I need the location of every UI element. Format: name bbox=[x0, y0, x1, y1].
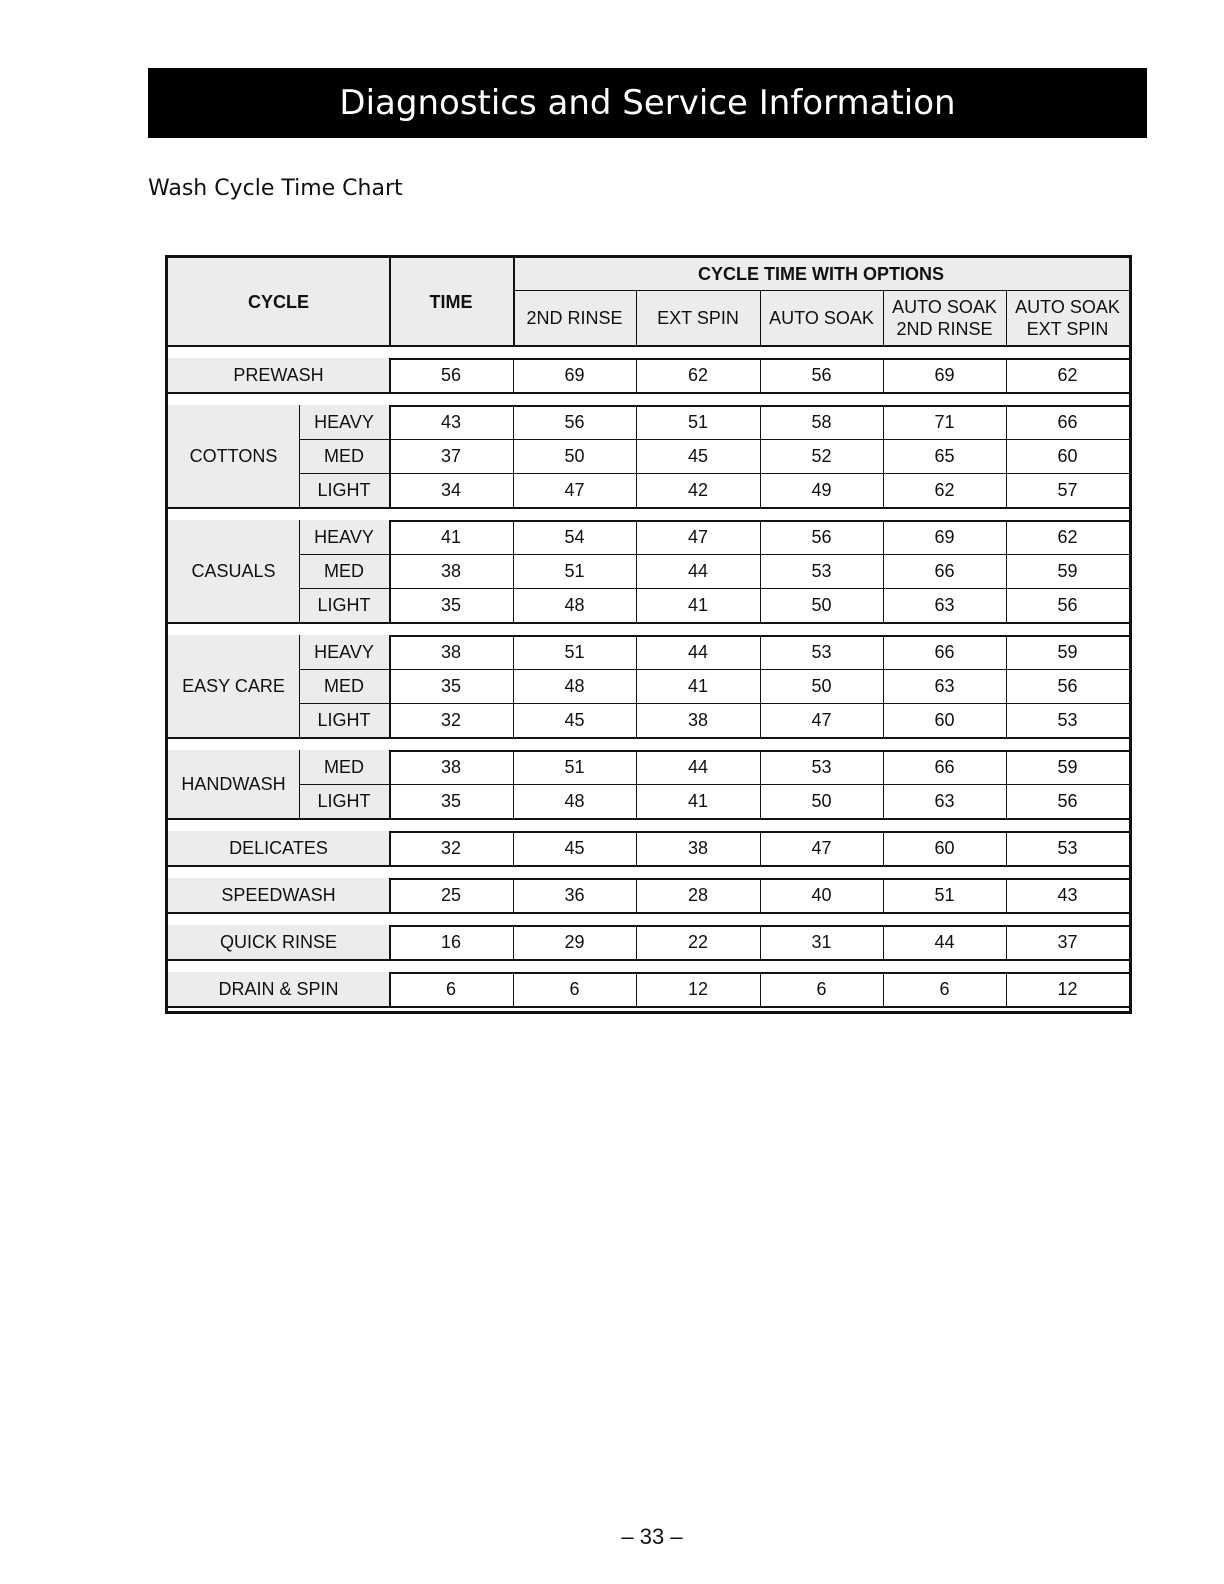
soil-level: MED bbox=[324, 446, 364, 466]
table-rule bbox=[513, 405, 514, 507]
time-value: 56 bbox=[811, 365, 832, 385]
table-rule bbox=[1006, 405, 1007, 507]
time-value: 6 bbox=[816, 979, 827, 999]
time-value: 53 bbox=[1057, 838, 1078, 858]
time-value: 59 bbox=[1057, 642, 1078, 662]
time-value: 50 bbox=[564, 446, 585, 466]
time-value: 58 bbox=[811, 412, 832, 432]
header-option-column bbox=[513, 290, 636, 345]
cycle-name: QUICK RINSE bbox=[219, 932, 338, 952]
table-rule bbox=[636, 831, 637, 865]
time-value: 43 bbox=[1057, 885, 1078, 905]
time-value: 41 bbox=[440, 527, 462, 547]
table-rule bbox=[168, 865, 1129, 867]
time-value: 51 bbox=[564, 642, 585, 662]
cycle-name: EASY CARE bbox=[182, 676, 285, 696]
time-value: 29 bbox=[564, 932, 585, 952]
time-value: 50 bbox=[811, 791, 832, 811]
header-option-label: AUTO SOAK bbox=[892, 296, 997, 317]
page-number: – 33 – bbox=[621, 1524, 683, 1549]
table-rule bbox=[883, 520, 884, 622]
table-rule bbox=[760, 750, 761, 818]
table-rule bbox=[168, 507, 1129, 509]
table-rule bbox=[1006, 290, 1007, 345]
header-option-label: 2ND RINSE bbox=[526, 307, 623, 328]
table-rule bbox=[636, 635, 637, 737]
table-rule bbox=[883, 405, 884, 507]
time-value: 50 bbox=[811, 676, 832, 696]
table-rule bbox=[636, 358, 637, 392]
soil-level: LIGHT bbox=[317, 480, 371, 500]
table-rule bbox=[168, 737, 1129, 739]
table-rule bbox=[1006, 520, 1007, 622]
time-value: 56 bbox=[1057, 595, 1078, 615]
time-value: 43 bbox=[440, 412, 462, 432]
time-value: 66 bbox=[934, 642, 955, 662]
time-value: 47 bbox=[811, 838, 832, 858]
time-value: 71 bbox=[934, 412, 955, 432]
table-rule bbox=[389, 831, 391, 865]
soil-level: MED bbox=[324, 757, 364, 777]
time-value: 41 bbox=[687, 791, 709, 811]
soil-level: HEAVY bbox=[314, 412, 374, 432]
table-rule bbox=[760, 290, 761, 345]
time-value: 60 bbox=[934, 710, 955, 730]
soil-level: HEAVY bbox=[314, 527, 374, 547]
header-time: TIME bbox=[429, 291, 473, 312]
table-rule bbox=[760, 925, 761, 959]
time-value: 47 bbox=[564, 480, 585, 500]
time-value: 50 bbox=[811, 595, 832, 615]
time-value: 35 bbox=[440, 791, 462, 811]
time-value: 53 bbox=[1057, 710, 1078, 730]
table-rule bbox=[636, 750, 637, 818]
time-value: 32 bbox=[440, 710, 462, 730]
table-rule bbox=[168, 912, 1129, 914]
section-title: Wash Cycle Time Chart bbox=[148, 176, 403, 201]
table-rule bbox=[389, 750, 391, 818]
table-rule bbox=[389, 972, 391, 1006]
time-value: 69 bbox=[934, 527, 955, 547]
table-rule bbox=[883, 358, 884, 392]
time-value: 59 bbox=[1057, 757, 1078, 777]
time-value: 56 bbox=[811, 527, 832, 547]
soil-level: MED bbox=[324, 561, 364, 581]
table-rule bbox=[1006, 925, 1007, 959]
table-rule bbox=[636, 290, 637, 345]
header-cycle-time-with-options: CYCLE TIME WITH OPTIONS bbox=[698, 264, 944, 284]
table-rule bbox=[513, 972, 514, 1006]
time-value: 63 bbox=[934, 595, 955, 615]
table-rule bbox=[1006, 831, 1007, 865]
table-rule bbox=[168, 818, 1129, 820]
time-value: 41 bbox=[687, 595, 709, 615]
time-value: 34 bbox=[440, 480, 462, 500]
time-value: 63 bbox=[934, 791, 955, 811]
wash-cycle-time-table bbox=[165, 255, 1132, 1014]
time-value: 51 bbox=[934, 885, 955, 905]
table-rule bbox=[1006, 972, 1007, 1006]
time-value: 60 bbox=[934, 838, 955, 858]
time-value: 47 bbox=[687, 527, 709, 547]
time-value: 44 bbox=[934, 932, 955, 952]
table-rule bbox=[760, 878, 761, 912]
table-rule bbox=[513, 290, 1129, 291]
table-rule bbox=[883, 635, 884, 737]
time-value: 62 bbox=[687, 365, 709, 385]
table-rule bbox=[168, 959, 1129, 961]
table-rule bbox=[883, 290, 884, 345]
time-value: 6 bbox=[569, 979, 580, 999]
table-rule bbox=[513, 831, 514, 865]
table-rule bbox=[513, 878, 514, 912]
time-value: 6 bbox=[939, 979, 950, 999]
time-value: 65 bbox=[934, 446, 955, 466]
time-value: 56 bbox=[1057, 791, 1078, 811]
time-value: 54 bbox=[564, 527, 585, 547]
time-value: 38 bbox=[687, 710, 709, 730]
table-rule bbox=[513, 520, 514, 622]
time-value: 51 bbox=[564, 757, 585, 777]
table-rule bbox=[883, 925, 884, 959]
table-rule bbox=[513, 925, 514, 959]
table-rule bbox=[760, 405, 761, 507]
time-value: 66 bbox=[934, 757, 955, 777]
time-value: 53 bbox=[811, 561, 832, 581]
time-value: 51 bbox=[687, 412, 709, 432]
table-rule bbox=[636, 520, 637, 622]
time-value: 37 bbox=[1057, 932, 1078, 952]
header-option-column bbox=[760, 290, 883, 345]
time-value: 69 bbox=[564, 365, 585, 385]
table-rule bbox=[389, 258, 391, 345]
soil-level: MED bbox=[324, 676, 364, 696]
table-rule bbox=[760, 831, 761, 865]
time-value: 56 bbox=[1057, 676, 1078, 696]
cycle-name: DRAIN & SPIN bbox=[218, 979, 339, 999]
table-rule bbox=[760, 520, 761, 622]
table-rule bbox=[636, 925, 637, 959]
table-rule bbox=[513, 750, 514, 818]
cycle-name: PREWASH bbox=[233, 365, 324, 385]
table-rule bbox=[883, 750, 884, 818]
cycle-name: COTTONS bbox=[189, 446, 278, 466]
time-value: 45 bbox=[564, 838, 585, 858]
time-value: 57 bbox=[1057, 480, 1078, 500]
time-value: 51 bbox=[564, 561, 585, 581]
table-rule bbox=[636, 878, 637, 912]
time-value: 44 bbox=[687, 757, 709, 777]
table-rule bbox=[760, 358, 761, 392]
table-rule bbox=[168, 392, 1129, 394]
table-rule bbox=[389, 520, 391, 622]
table-rule bbox=[636, 405, 637, 507]
header-option-label: 2ND RINSE bbox=[896, 318, 993, 339]
time-value: 28 bbox=[687, 885, 709, 905]
time-value: 49 bbox=[811, 480, 832, 500]
time-value: 47 bbox=[811, 710, 832, 730]
time-value: 44 bbox=[687, 561, 709, 581]
time-value: 45 bbox=[687, 446, 709, 466]
time-value: 38 bbox=[687, 838, 709, 858]
time-value: 38 bbox=[440, 561, 462, 581]
time-value: 37 bbox=[440, 446, 462, 466]
table-rule bbox=[1006, 635, 1007, 737]
time-value: 52 bbox=[811, 446, 832, 466]
time-value: 56 bbox=[440, 365, 462, 385]
time-value: 48 bbox=[564, 791, 585, 811]
cycle-name: CASUALS bbox=[191, 561, 276, 581]
time-value: 60 bbox=[1057, 446, 1078, 466]
soil-level: LIGHT bbox=[317, 595, 371, 615]
soil-level: LIGHT bbox=[317, 710, 371, 730]
table-rule bbox=[168, 345, 1129, 347]
cycle-name: DELICATES bbox=[229, 838, 328, 858]
cycle-name: HANDWASH bbox=[181, 774, 286, 794]
time-value: 53 bbox=[811, 642, 832, 662]
header-option-column bbox=[636, 290, 760, 345]
table-rule bbox=[760, 972, 761, 1006]
soil-level: LIGHT bbox=[317, 791, 371, 811]
time-value: 12 bbox=[1057, 979, 1078, 999]
table-rule bbox=[389, 878, 391, 912]
time-value: 40 bbox=[811, 885, 832, 905]
table-rule bbox=[1006, 878, 1007, 912]
time-value: 62 bbox=[934, 480, 955, 500]
header-option-label: AUTO SOAK bbox=[769, 307, 874, 328]
time-value: 42 bbox=[687, 480, 709, 500]
time-value: 45 bbox=[564, 710, 585, 730]
table-rule bbox=[760, 635, 761, 737]
table-rule bbox=[168, 1006, 1129, 1008]
time-value: 38 bbox=[440, 642, 462, 662]
time-value: 36 bbox=[564, 885, 585, 905]
time-value: 66 bbox=[1057, 412, 1078, 432]
table-rule bbox=[168, 622, 1129, 624]
time-value: 16 bbox=[440, 932, 462, 952]
table-rule bbox=[513, 358, 514, 392]
table-rule bbox=[513, 635, 514, 737]
time-value: 48 bbox=[564, 595, 585, 615]
page-title: Diagnostics and Service Information bbox=[339, 83, 956, 123]
time-value: 35 bbox=[440, 676, 462, 696]
time-value: 38 bbox=[440, 757, 462, 777]
time-value: 12 bbox=[687, 979, 709, 999]
header-option-label: EXT SPIN bbox=[1026, 318, 1109, 339]
time-value: 62 bbox=[1057, 365, 1078, 385]
time-value: 66 bbox=[934, 561, 955, 581]
header-cycle: CYCLE bbox=[247, 291, 309, 312]
header-option-column bbox=[883, 290, 1006, 345]
header-option-column bbox=[1006, 290, 1129, 345]
table-rule bbox=[883, 878, 884, 912]
time-value: 41 bbox=[687, 676, 709, 696]
table-rule bbox=[1006, 358, 1007, 392]
time-value: 25 bbox=[440, 885, 462, 905]
cycle-name: SPEEDWASH bbox=[221, 885, 336, 905]
time-value: 48 bbox=[564, 676, 585, 696]
time-value: 69 bbox=[934, 365, 955, 385]
soil-level: HEAVY bbox=[314, 642, 374, 662]
time-value: 62 bbox=[1057, 527, 1078, 547]
table-rule bbox=[513, 258, 515, 345]
time-value: 44 bbox=[687, 642, 709, 662]
time-value: 56 bbox=[564, 412, 585, 432]
time-value: 22 bbox=[687, 932, 709, 952]
time-value: 63 bbox=[934, 676, 955, 696]
table-rule bbox=[389, 358, 391, 392]
time-value: 35 bbox=[440, 595, 462, 615]
time-value: 31 bbox=[811, 932, 832, 952]
time-value: 53 bbox=[811, 757, 832, 777]
header-option-label: AUTO SOAK bbox=[1015, 296, 1120, 317]
table-rule bbox=[389, 635, 391, 737]
table-rule bbox=[883, 831, 884, 865]
time-value: 32 bbox=[440, 838, 462, 858]
table-rule bbox=[1006, 750, 1007, 818]
header-option-label: EXT SPIN bbox=[657, 307, 739, 328]
time-value: 59 bbox=[1057, 561, 1078, 581]
table-rule bbox=[389, 405, 391, 507]
time-value: 6 bbox=[445, 979, 456, 999]
table-rule bbox=[389, 925, 391, 959]
table-rule bbox=[883, 972, 884, 1006]
table-rule bbox=[636, 972, 637, 1006]
page-header-banner bbox=[148, 68, 1147, 138]
